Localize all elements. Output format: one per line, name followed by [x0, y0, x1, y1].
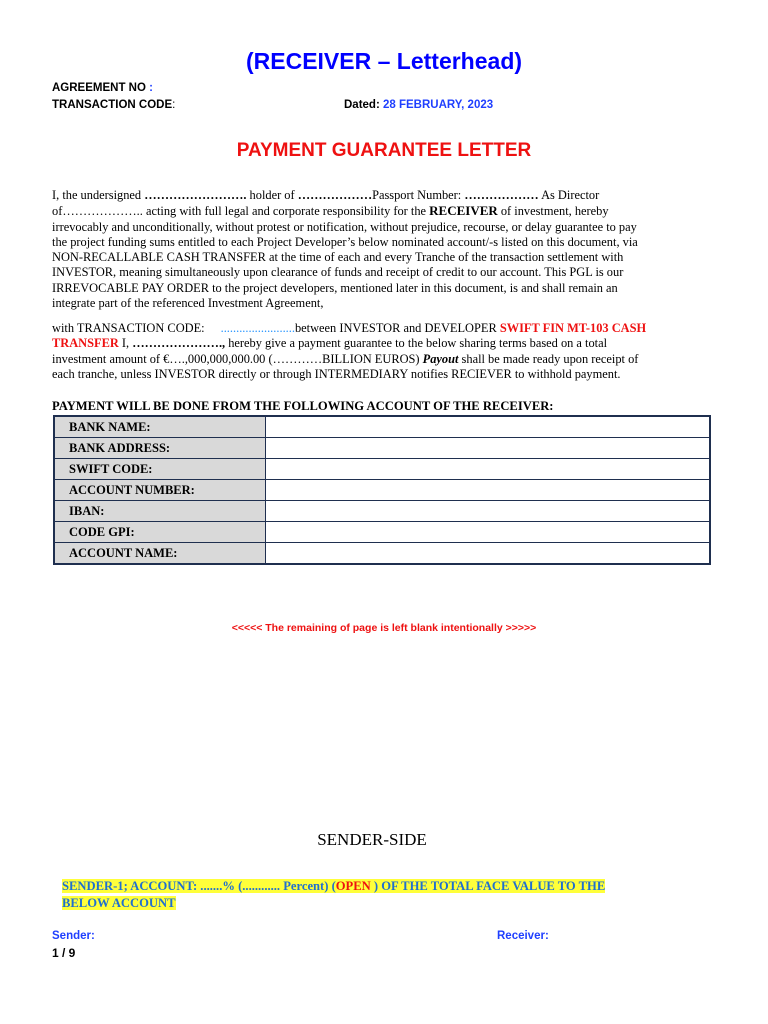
agreement-colon: :	[145, 82, 153, 94]
open-label: OPEN	[335, 879, 371, 893]
table-row	[54, 543, 710, 565]
table-row	[54, 416, 710, 438]
receiver-label: Receiver:	[497, 930, 549, 942]
table-row	[54, 480, 710, 501]
p2-text: investment amount of €….,000,000,000.00 (…………BILLION EUROS)	[52, 351, 423, 366]
blank-page-note: <<<<< The remaining of page is left blank intentionally >>>>>	[231, 622, 537, 634]
row-label: ACCOUNT NUMBER:	[54, 480, 266, 501]
sender-label: Sender:	[52, 930, 95, 942]
row-value[interactable]	[266, 416, 711, 438]
row-label: SWIFT CODE:	[54, 459, 266, 480]
p1-text: of……………….. acting with full legal and corporate responsibility for the	[52, 204, 430, 219]
dated-value: 28 FEBRUARY, 2023	[382, 99, 494, 111]
row-value[interactable]	[266, 438, 711, 459]
para1-line8: integrate part of the referenced Investment Agreement,	[52, 296, 324, 311]
para1-line1	[52, 188, 692, 203]
row-value[interactable]	[266, 459, 711, 480]
account-section-title: PAYMENT WILL BE DONE FROM THE FOLLOWING ACCOUNT OF THE RECEIVER:	[52, 399, 554, 413]
para2-line4: each tranche, unless INVESTOR directly or through INTERMEDIARY notifies RECIEVER to withhold payment.	[52, 366, 621, 381]
transaction-colon: :	[172, 99, 176, 111]
p2-text: hereby give a payment guarantee to the below sharing terms based on a total	[225, 336, 608, 351]
para2-line1	[52, 321, 692, 336]
document-title: PAYMENT GUARANTEE LETTER	[236, 140, 532, 161]
row-value[interactable]	[266, 480, 711, 501]
para1-line2	[52, 203, 692, 219]
sender-1-line2: BELOW ACCOUNT	[62, 895, 176, 910]
sender-1-text: ) OF THE TOTAL FACE VALUE TO THE	[370, 879, 606, 893]
sender-side-heading: SENDER-SIDE	[317, 830, 427, 849]
p2-payout: Payout	[422, 351, 459, 366]
table-row	[54, 459, 710, 480]
para1-line3: irrevocably and unconditionally, without protest or notification, without prejudice, recourse, or delay guarantee to pay	[52, 219, 637, 234]
p2-text: shall be made ready upon receipt of	[458, 351, 639, 366]
sender-1-line1	[62, 879, 605, 893]
para1-line4: the project funding sums entitled to each Project Developer’s below nominated account/-s listed on this document, via	[52, 234, 638, 249]
para2-line2	[52, 336, 692, 351]
p1-blank-name: …………………….	[144, 188, 247, 202]
p1-text: of investment, hereby	[497, 204, 609, 219]
table-row	[54, 438, 710, 459]
p2-transfer: TRANSFER	[52, 336, 119, 351]
para1-line5: NON-RECALLABLE CASH TRANSFER at the time of each and every Tranche of the transaction settlement with	[52, 250, 624, 265]
row-label: IBAN:	[54, 501, 266, 522]
p2-text: with TRANSACTION CODE:	[52, 321, 205, 335]
row-label: BANK ADDRESS:	[54, 438, 266, 459]
para1-line6: INVESTOR, meaning simultaneously upon clearance of funds and receipt of credit to our account. This PGL is our	[52, 265, 624, 280]
p1-text: Passport Number:	[372, 188, 465, 202]
p1-blank-passport: ………………	[464, 188, 539, 202]
p1-text: As Director	[538, 188, 600, 202]
row-value[interactable]	[266, 522, 711, 543]
p1-blank-holder: ………………	[297, 188, 373, 202]
agreement-no	[52, 82, 153, 94]
table-row	[54, 522, 710, 543]
page-number: 1 / 9	[52, 946, 76, 960]
row-value[interactable]	[266, 543, 711, 565]
p2-blank-name: ………………….,	[132, 336, 226, 351]
dated-label: Dated:	[344, 99, 383, 111]
p2-text: between INVESTOR and DEVELOPER	[294, 321, 500, 335]
sender-1-block	[62, 878, 605, 911]
row-value[interactable]	[266, 501, 711, 522]
agreement-label: AGREEMENT NO	[52, 82, 146, 94]
p1-receiver: RECEIVER	[429, 203, 498, 219]
p1-text: I, the undersigned	[52, 188, 145, 202]
p1-text: holder of	[246, 188, 298, 202]
row-label: BANK NAME:	[54, 416, 266, 438]
transaction-label: TRANSACTION CODE	[52, 99, 173, 111]
table-row	[54, 501, 710, 522]
p2-text: I,	[118, 336, 133, 351]
transaction-code	[52, 99, 175, 111]
row-label: ACCOUNT NAME:	[54, 543, 266, 565]
guarantee-paragraph-1	[52, 188, 692, 311]
para1-line7: IRREVOCABLE PAY ORDER to the project developers, mentioned later in this document, is and shall remain an	[52, 280, 618, 295]
letterhead-title: (RECEIVER – Letterhead)	[245, 48, 523, 74]
sender-1-text: SENDER-1; ACCOUNT: .......% (............ Percent) (	[62, 879, 336, 893]
dated-line	[344, 99, 493, 111]
row-label: CODE GPI:	[54, 522, 266, 543]
para2-line3	[52, 352, 692, 367]
p2-blank-code: ........................	[220, 321, 295, 335]
guarantee-paragraph-2	[52, 321, 692, 382]
receiver-account-table	[53, 415, 711, 565]
p2-swift: SWIFT FIN MT-103 CASH	[499, 321, 647, 335]
